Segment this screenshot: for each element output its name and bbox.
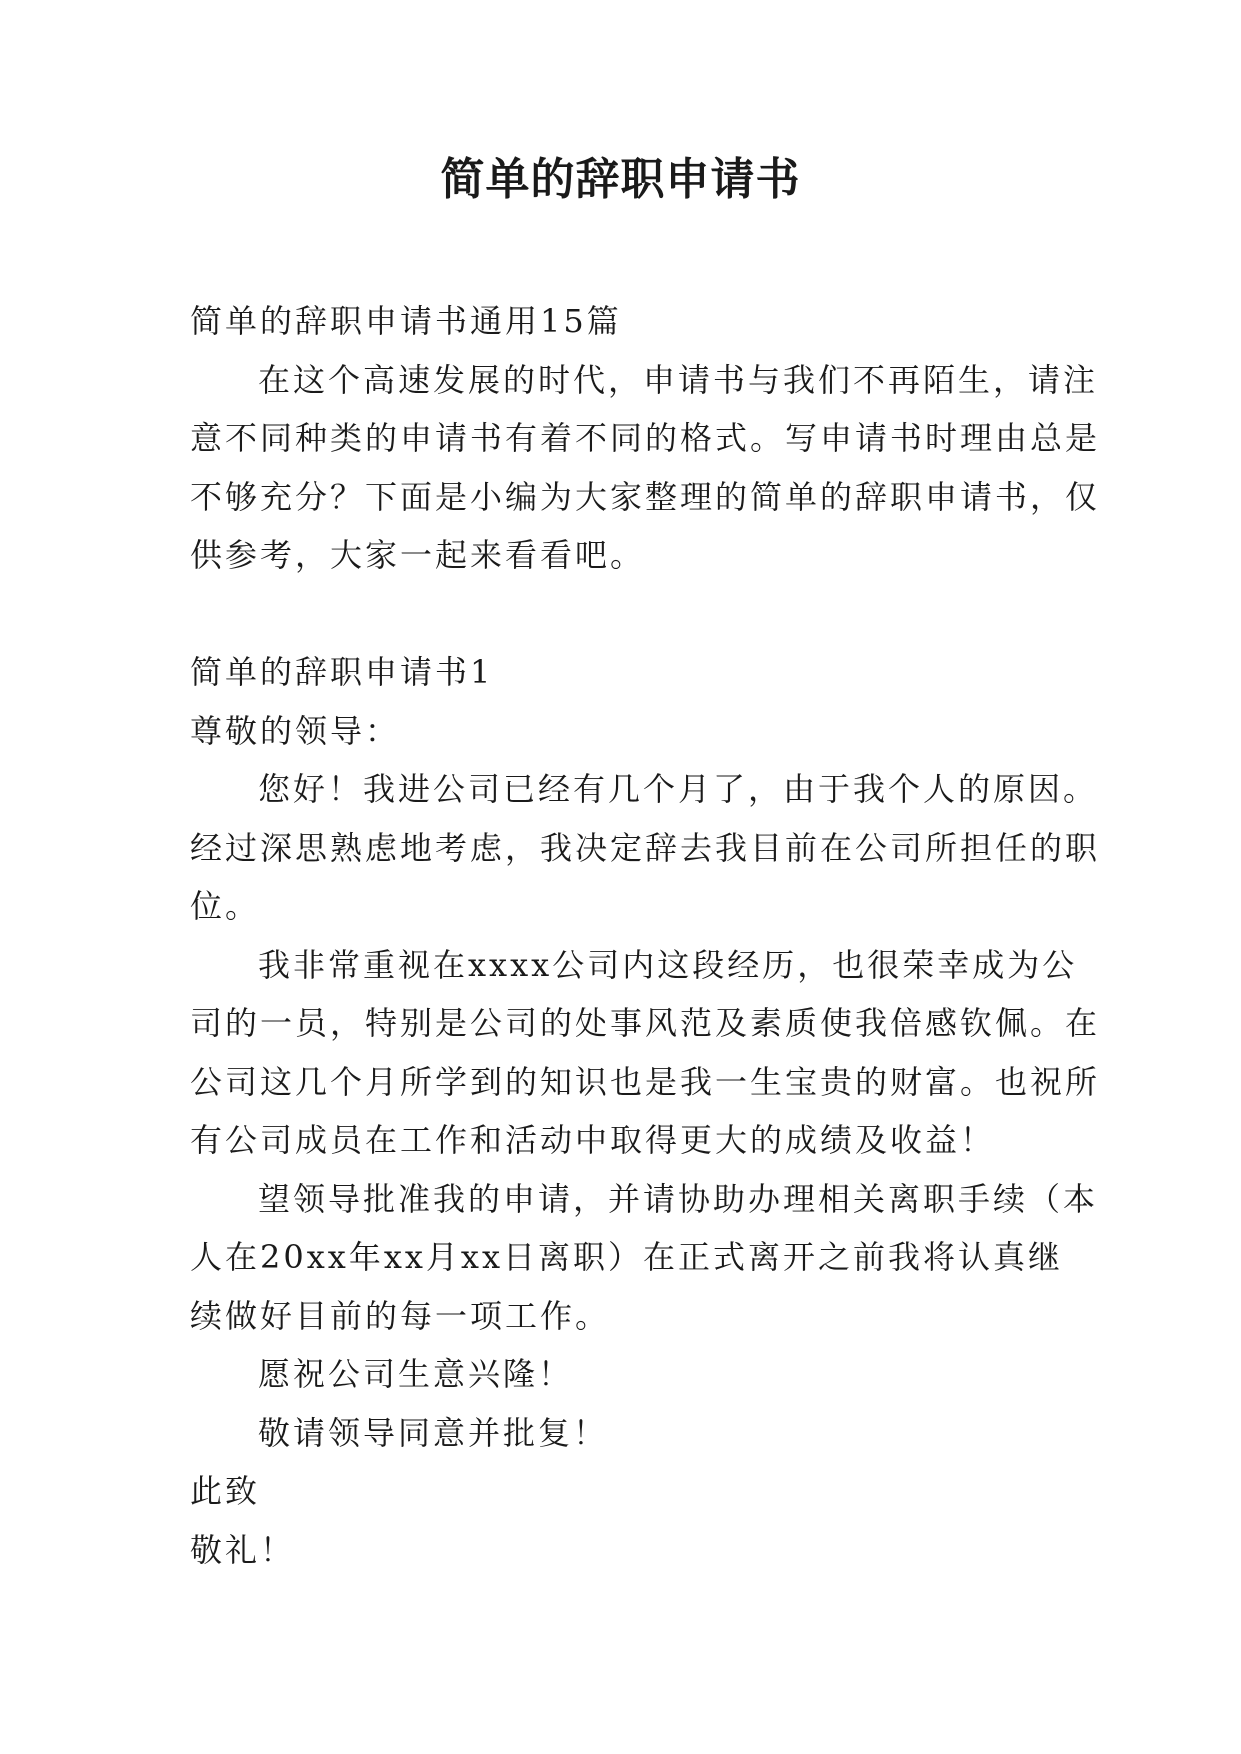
letter-request: 敬请领导同意并批复！ — [258, 1413, 609, 1452]
intro-section — [190, 292, 1101, 585]
letter-paragraph-2-line: 我非常重视在xxxx公司内这段经历，也很荣幸成为公 — [258, 945, 1078, 984]
letter-paragraph-1-line: 经过深思熟虑地考虑，我决定辞去我目前在公司所担任的职 — [190, 828, 1101, 867]
document-title: 简单的辞职申请书 — [440, 154, 801, 205]
letter-paragraph-1-line: 位。 — [190, 887, 261, 925]
letter-wish: 愿祝公司生意兴隆！ — [258, 1355, 574, 1393]
intro-paragraph-line: 意不同种类的申请书有着不同的格式。写申请书时理由总是 — [190, 419, 1101, 457]
letter-closing-2: 敬礼！ — [190, 1530, 296, 1569]
letter-heading: 简单的辞职申请书1 — [190, 653, 494, 691]
letter-paragraph-3-line: 望领导批准我的申请，并请协助办理相关离职手续（本 — [258, 1179, 1099, 1218]
letter-paragraph-2-line: 公司这几个月所学到的知识也是我一生宝贵的财富。也祝所 — [190, 1062, 1101, 1101]
letter-paragraph-2-line: 司的一员，特别是公司的处事风范及素质使我倍感钦佩。在 — [190, 1004, 1101, 1042]
intro-paragraph-line: 在这个高速发展的时代，申请书与我们不再陌生，请注 — [258, 360, 1099, 399]
intro-paragraph-line: 供参考，大家一起来看看吧。 — [190, 536, 646, 574]
letter-closing-1: 此致 — [190, 1472, 261, 1510]
letter-paragraph-3-line: 人在20xx年xx月xx日离职）在正式离开之前我将认真继 — [190, 1238, 1064, 1276]
letter-salutation: 尊敬的领导： — [190, 711, 401, 750]
letter-paragraph-1-line: 您好！我进公司已经有几个月了，由于我个人的原因。 — [258, 770, 1099, 808]
intro-paragraph-line: 不够充分？下面是小编为大家整理的简单的辞职申请书，仅 — [190, 477, 1101, 516]
letter-paragraph-3-line: 续做好目前的每一项工作。 — [190, 1296, 611, 1335]
intro-subtitle: 简单的辞职申请书通用15篇 — [190, 302, 622, 340]
letter-paragraph-2-line: 有公司成员在工作和活动中取得更大的成绩及收益！ — [190, 1121, 996, 1159]
letter-section — [190, 643, 1101, 1579]
